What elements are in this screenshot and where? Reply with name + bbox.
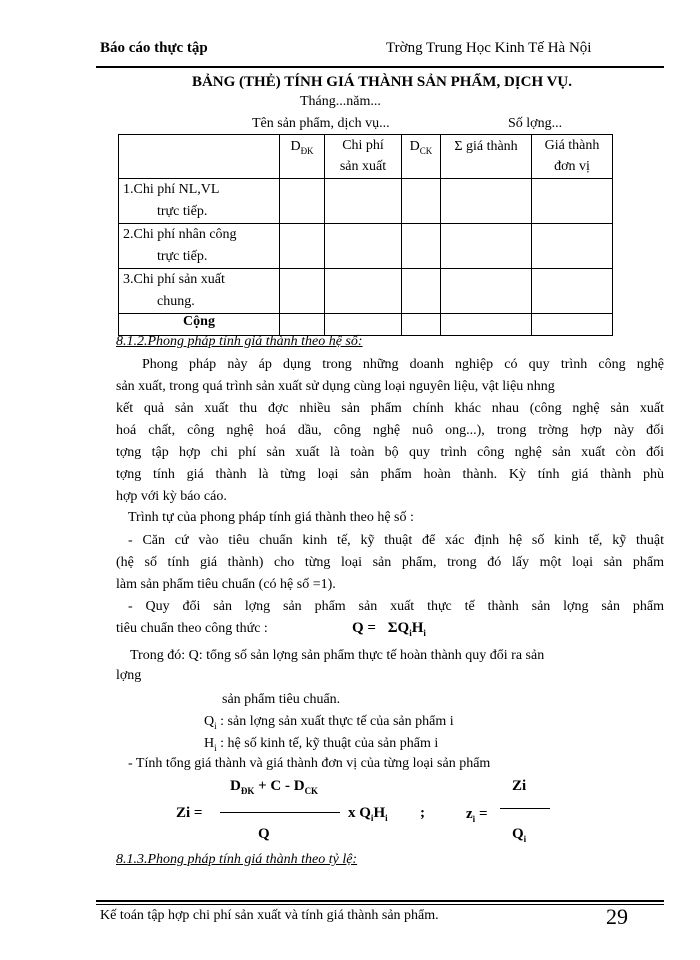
formula-q-lhs: Q =	[352, 620, 376, 636]
header-production-cost-l2: sản xuất	[339, 159, 387, 174]
header-total-cost-text: Σ giá thành	[454, 139, 518, 154]
paragraph-1-line: hợp với kỳ báo cáo.	[116, 489, 227, 504]
row-3-line2: chung.	[157, 294, 195, 309]
row-label-1	[119, 179, 280, 224]
footer-rule-thick	[96, 900, 664, 902]
formula-q-sub2: i	[423, 628, 426, 638]
table-cell	[532, 224, 613, 269]
row-2-line2: trực tiếp.	[157, 249, 208, 264]
header-production-cost	[325, 135, 402, 179]
header-total-cost	[441, 135, 532, 179]
header-left: Báo cáo thực tập	[100, 40, 208, 56]
zi-times	[348, 805, 388, 823]
table-cell	[280, 224, 325, 269]
step-1-line: - Căn cứ vào tiêu chuẩn kinh tế, kỹ thuật để xác định hệ số kinh tế, kỹ thuật	[128, 533, 664, 548]
formula-q-h: H	[411, 620, 424, 636]
where-intro-2: lợng	[116, 668, 142, 683]
table-cell	[325, 269, 402, 314]
paragraph-1-line: hoá chất, công nghệ hoá dầu, công nghệ nuô ong...), trong trờng hợp này đối	[116, 423, 664, 438]
where-intro-3: sản phẩm tiêu chuẩn.	[222, 692, 341, 707]
unit-cost-lhs	[466, 806, 488, 824]
row-2-line1: 2.Chi phí nhân công	[123, 227, 237, 242]
unit-cost-den-sub: i	[523, 834, 527, 844]
header-production-cost-l1: Chi phí	[342, 138, 384, 153]
unit-cost-z: z	[466, 806, 473, 822]
table-row	[119, 179, 613, 224]
hi-subscript: i	[214, 742, 217, 753]
step-1-line: (hệ số tính giá thành) cho từng loại sản phẩm, trong đó lấy một loại sản phẩm	[116, 555, 664, 570]
table-cell	[441, 179, 532, 224]
cost-table	[118, 134, 613, 336]
table-cell	[532, 314, 613, 336]
step-2-line: tiêu chuẩn theo công thức :	[116, 621, 268, 636]
qi-symbol: Q	[204, 714, 215, 729]
table-total-row	[119, 314, 613, 336]
table-cell	[402, 179, 441, 224]
step-3: - Tính tổng giá thành và giá thành đơn vị của từng loại sản phẩm	[128, 756, 491, 771]
header-right: Trờng Trung Học Kinh Tế Hà Nội	[386, 40, 592, 56]
table-cell	[280, 269, 325, 314]
header-unit-cost-l2: đơn vị	[554, 159, 590, 174]
table-cell	[441, 224, 532, 269]
where-intro: Trong đó: Q: tổng số sản lợng sản phẩm thực tế hoàn thành quy đổi ra sản	[130, 648, 545, 663]
zi-times-sub2: i	[385, 813, 388, 823]
zi-num-mid: + C - D	[254, 778, 305, 794]
header-rule	[96, 66, 664, 68]
table-cell	[441, 314, 532, 336]
product-line: Tên sản phẩm, dịch vụ...	[252, 116, 390, 131]
table-cell	[280, 314, 325, 336]
unit-cost-eq: =	[478, 806, 488, 822]
paragraph-1-line: sản xuất, trong quá trình sản xuất sử dụng cùng loại nguyên liệu, vật liệu nhng	[116, 379, 555, 394]
zi-denominator: Q	[258, 826, 270, 842]
unit-cost-den-q: Q	[512, 826, 524, 842]
zi-times-q: x Q	[348, 805, 371, 821]
sequence-intro: Trình tự của phong pháp tính giá thành theo hệ số :	[128, 510, 414, 525]
zi-fraction-bar	[220, 812, 340, 813]
table-cell	[402, 269, 441, 314]
row-label-3	[119, 269, 280, 314]
formula-q-q: Q	[397, 620, 410, 636]
paragraph-1	[116, 354, 664, 508]
table-cell	[325, 179, 402, 224]
step-2-line: - Quy đổi sản lợng sản phẩm sản xuất thực tế thành sản lợng sản phẩm	[128, 599, 664, 614]
paragraph-1-line: Phong pháp này áp dụng trong những doanh nghiệp có quy trình công nghệ	[142, 357, 664, 372]
paragraph-1-line: tợng tính giá thành là từng loại sản phẩm hoàn thành. Kỳ tính giá thành phù	[116, 467, 664, 482]
footer-rule-thin	[96, 904, 664, 905]
zi-times-sub1: i	[370, 813, 374, 823]
header-ck	[402, 135, 441, 179]
header-dk-sub: ĐK	[300, 145, 314, 156]
header-ck-text: D	[409, 139, 420, 154]
step-1	[116, 530, 664, 596]
where-hi	[204, 736, 438, 753]
total-label: Cộng	[119, 314, 280, 336]
unit-cost-fraction-bar	[500, 808, 550, 809]
zi-num-sub2: CK	[304, 786, 319, 796]
section-heading-813: 8.1.3.Phong pháp tính giá thành theo tỷ lệ:	[116, 852, 358, 867]
zi-num-sub1: ĐK	[240, 786, 255, 796]
header-unit-cost-l1: Giá thành	[544, 138, 600, 153]
table-cell	[402, 314, 441, 336]
where-qi	[204, 714, 454, 731]
formula-separator: ;	[420, 805, 425, 821]
zi-numerator	[230, 778, 318, 796]
zi-times-h: H	[373, 805, 386, 821]
header-dk	[280, 135, 325, 179]
row-3-line1: 3.Chi phí sản xuất	[123, 272, 225, 287]
table-cell	[325, 224, 402, 269]
qi-subscript: i	[214, 720, 217, 731]
paragraph-1-line: kết quả sản xuất thu đợc nhiều sản phẩm chính khác nhau (công nghệ sản xuất	[116, 401, 664, 416]
quantity-line: Số lợng...	[508, 116, 563, 131]
table-cell	[532, 269, 613, 314]
zi-lhs: Zi =	[176, 805, 203, 821]
table-cell	[280, 179, 325, 224]
sigma-symbol: Σ	[387, 620, 398, 636]
row-label-2	[119, 224, 280, 269]
table-row	[119, 224, 613, 269]
qi-description: : sản lợng sản xuất thực tế của sản phẩm i	[216, 714, 454, 729]
step-1-line: làm sản phẩm tiêu chuẩn (có hệ số =1).	[116, 577, 336, 592]
row-1-line1: 1.Chi phí NL,VL	[123, 182, 220, 197]
hi-description: : hệ số kinh tế, kỹ thuật của sản phẩm i	[216, 736, 439, 751]
paragraph-1-line: tợng tập hợp chi phí sản xuất là toàn bộ quy trình công nghệ sản xuất còn đối	[116, 445, 664, 460]
header-unit-cost	[532, 135, 613, 179]
header-ck-sub: CK	[419, 145, 433, 156]
unit-cost-z-sub: i	[472, 814, 476, 824]
header-dk-text: D	[290, 139, 301, 154]
table-cell	[532, 179, 613, 224]
table-cell	[402, 224, 441, 269]
unit-cost-numerator: Zi	[512, 778, 527, 794]
table-header-row	[119, 135, 613, 179]
page-title: BẢNG (THẺ) TÍNH GIÁ THÀNH SẢN PHẨM, DỊCH VỤ.	[191, 74, 573, 90]
hi-symbol: H	[204, 736, 215, 751]
zi-num-d: D	[230, 778, 241, 794]
section-heading-812: 8.1.2.Phong pháp tính giá thành theo hệ số:	[116, 334, 363, 349]
table-row	[119, 269, 613, 314]
formula-q-sub1: i	[409, 628, 412, 638]
table-cell	[441, 269, 532, 314]
table-cell	[325, 314, 402, 336]
footer-text: Kế toán tập hợp chi phí sản xuất và tính giá thành sản phẩm.	[100, 908, 439, 923]
unit-cost-denominator	[512, 826, 526, 844]
row-1-line2: trực tiếp.	[157, 204, 208, 219]
formula-q	[352, 620, 426, 638]
month-line: Tháng...năm...	[300, 94, 381, 109]
header-empty-cell	[119, 135, 280, 179]
page-number: 29	[606, 904, 628, 929]
